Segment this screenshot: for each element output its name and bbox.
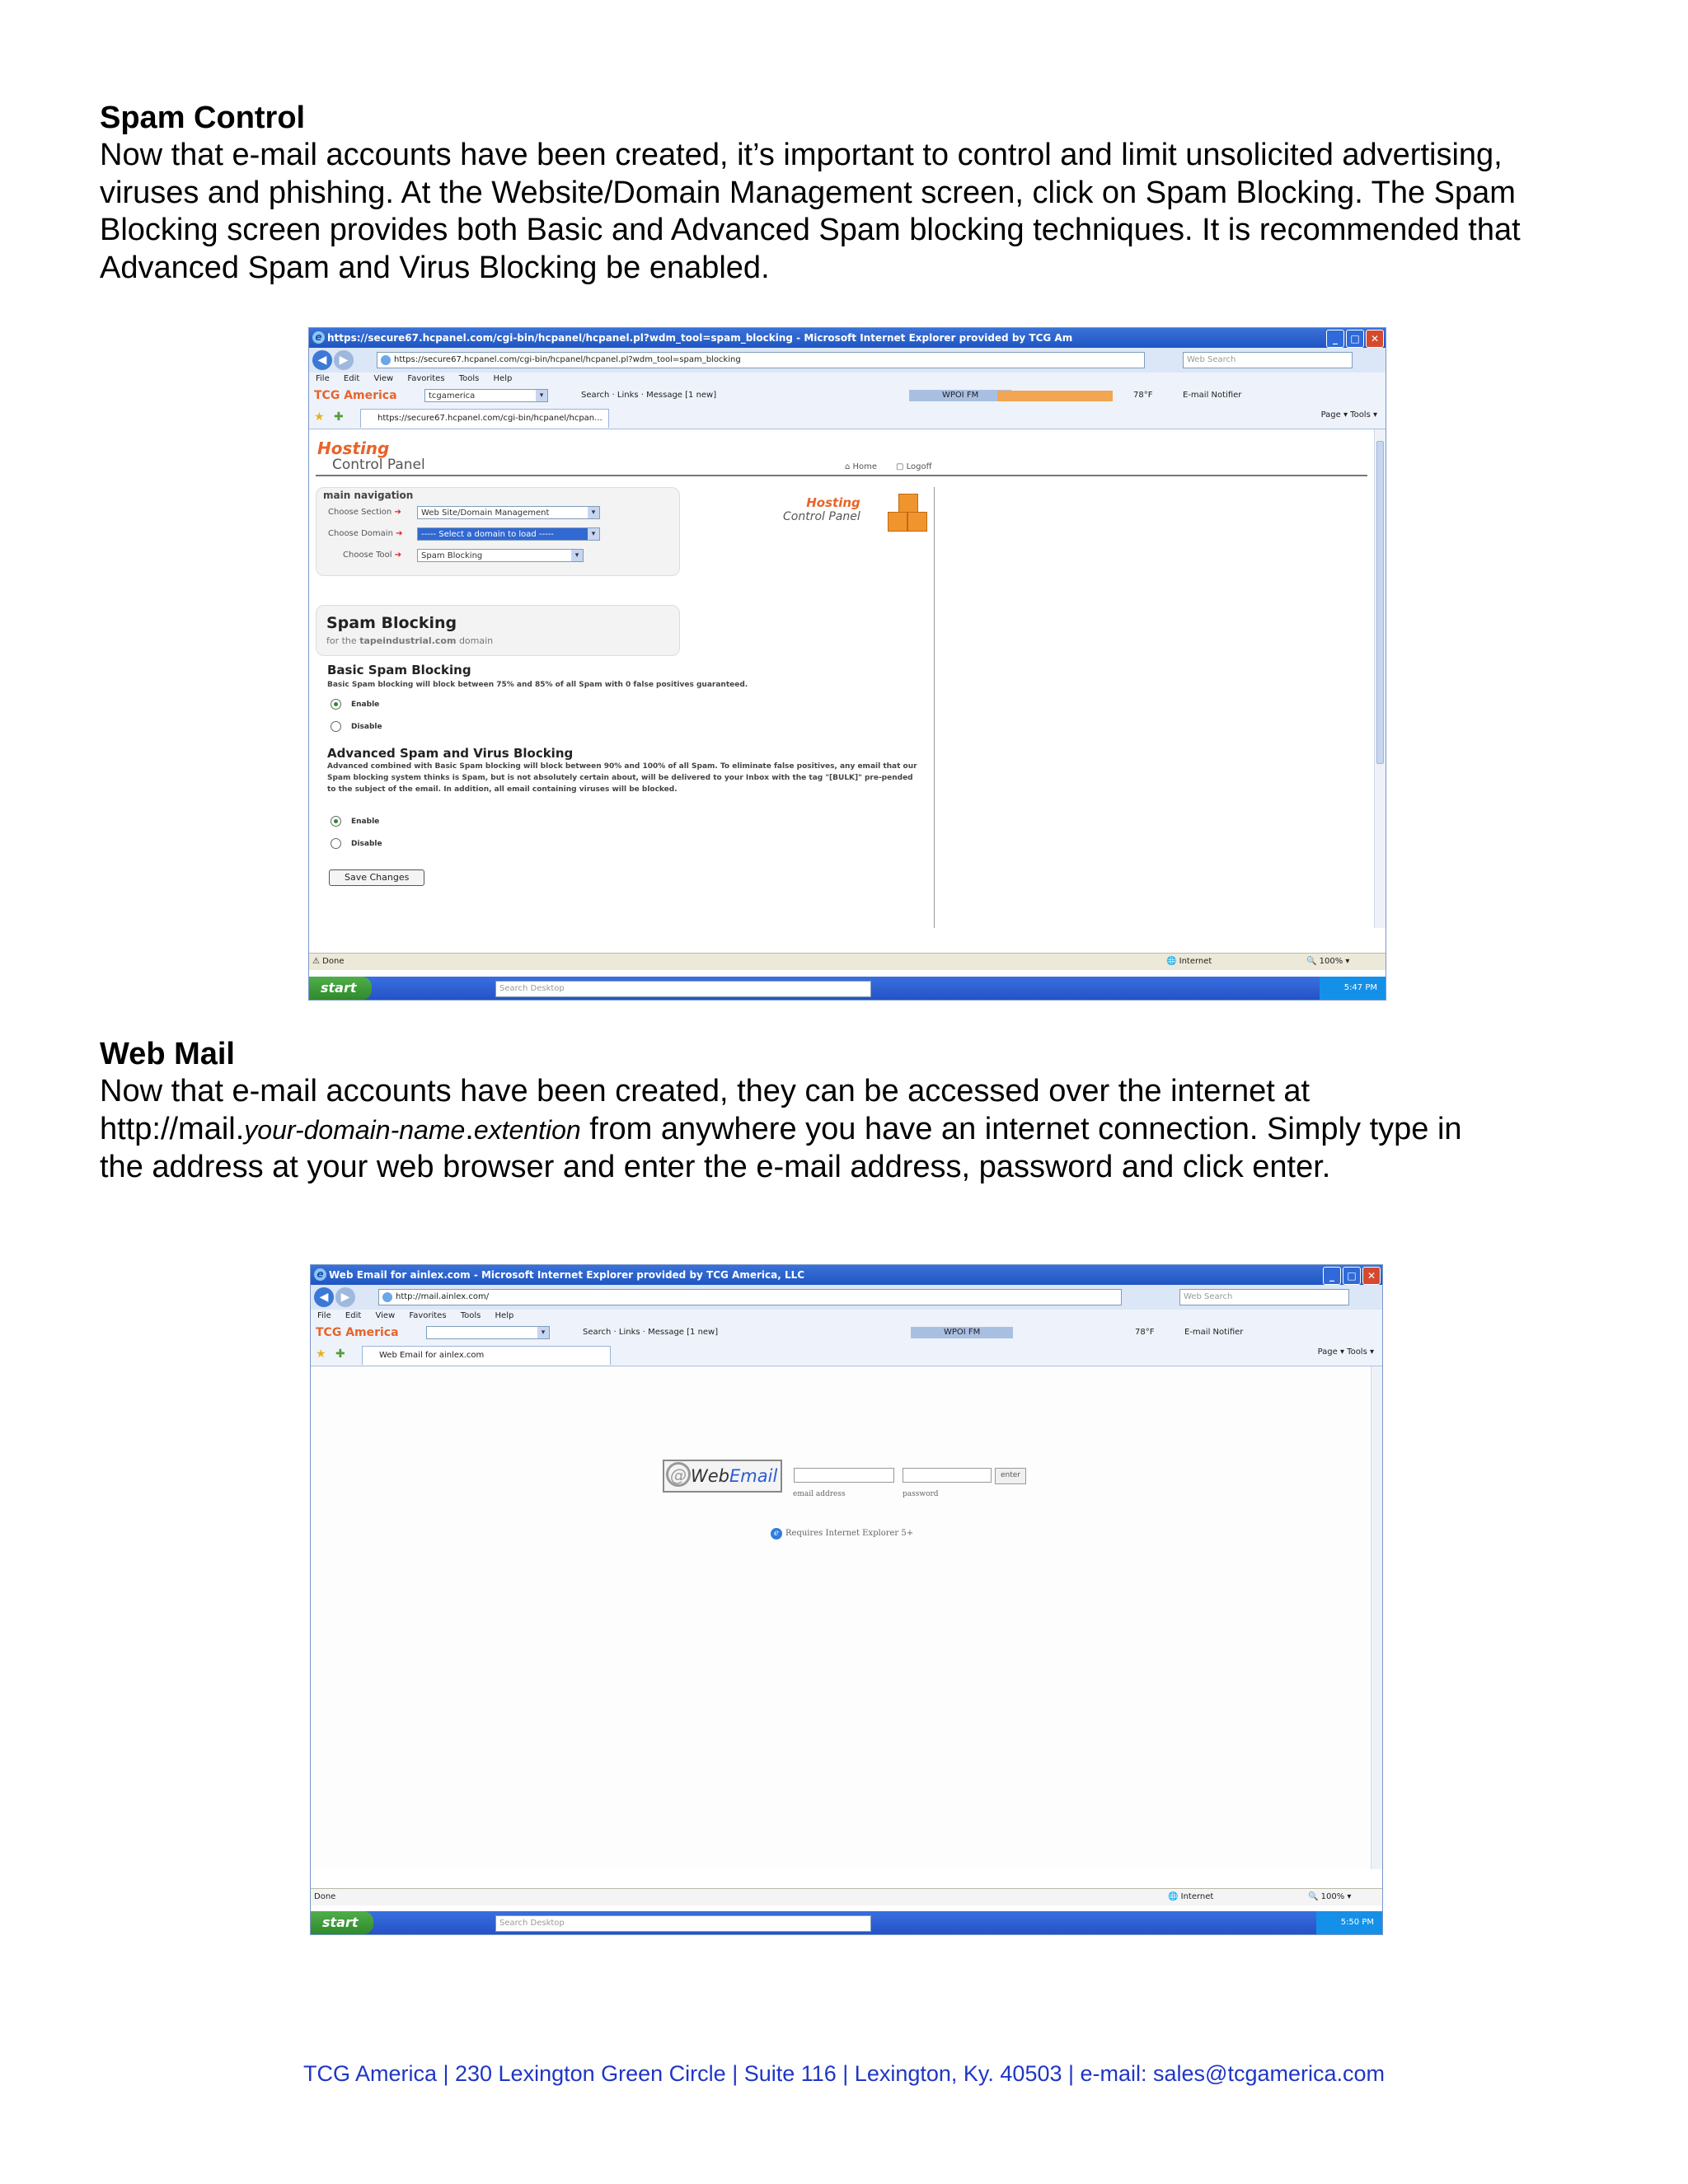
radio-unchecked-icon <box>331 838 341 849</box>
menu-bar[interactable]: File Edit View Favorites Tools Help <box>311 1310 1382 1323</box>
basic-enable-radio[interactable] <box>331 699 379 710</box>
spam-blocking-subtitle <box>326 635 493 646</box>
hosting-control-panel-logo <box>317 439 425 472</box>
logoff-link[interactable]: ▢ Logoff <box>896 462 932 471</box>
choose-domain-text: Choose Domain <box>328 529 393 538</box>
browser-tab[interactable]: https://secure67.hcpanel.com/cgi-bin/hcpanel/hcpan... <box>360 409 609 428</box>
status-zone-text: Internet <box>1179 957 1212 966</box>
web-mail-line3: the address at your web browser and enter the e-mail address, password and click enter. <box>100 1150 1331 1184</box>
status-done: ⚠ Done <box>312 957 345 966</box>
logo-email-text: Email <box>729 1466 778 1486</box>
arrow-right-icon: ➔ <box>396 529 403 538</box>
address-text: http://mail.ainlex.com/ <box>396 1292 490 1301</box>
choose-tool-text: Choose Tool <box>343 551 392 560</box>
tab-row <box>311 1343 1382 1366</box>
window-title: https://secure67.hcpanel.com/cgi-bin/hcpanel/hcpanel.pl?wdm_tool=spam_blocking - Microsoft Internet Explorer provided by TCG Am <box>327 332 1073 344</box>
tcg-toolbar <box>309 386 1386 406</box>
back-icon[interactable]: ◀ <box>314 1287 334 1307</box>
status-done-text: Done <box>322 957 345 966</box>
choose-tool-label <box>343 551 401 560</box>
address-bar[interactable] <box>377 352 1145 368</box>
subtitle-domain: tapeindustrial.com <box>359 635 457 646</box>
spam-control-paragraph <box>100 137 1600 287</box>
web-mail-line2-rest: from anywhere you have an internet connection. Simply type in <box>580 1111 1462 1146</box>
vertical-scrollbar[interactable] <box>1374 429 1386 928</box>
basic-disable-radio[interactable] <box>331 721 382 732</box>
zoom-text: 100% <box>1319 957 1343 966</box>
advanced-spam-title: Advanced Spam and Virus Blocking <box>327 746 574 761</box>
spam-blocking-header <box>316 605 680 656</box>
webemail-logo <box>663 1460 782 1493</box>
zoom-level[interactable]: 🔍 100% ▾ <box>1306 957 1350 966</box>
minimize-icon[interactable]: _ <box>1323 1267 1341 1285</box>
url-domain: your-domain-name <box>244 1114 466 1145</box>
password-label: password <box>903 1490 939 1498</box>
address-row <box>311 1285 1382 1310</box>
page-tools-menu[interactable]: Page ▾ Tools ▾ <box>1320 410 1377 419</box>
minimize-icon[interactable]: _ <box>1326 330 1344 348</box>
choose-section-value: Web Site/Domain Management <box>421 509 550 518</box>
basic-spam-title: Basic Spam Blocking <box>327 663 471 677</box>
home-link[interactable]: ⌂ Home <box>845 462 878 471</box>
forward-icon[interactable]: ▶ <box>335 1287 355 1307</box>
web-mail-heading: Web Mail <box>100 1037 235 1071</box>
status-zone-text: Internet <box>1180 1892 1214 1901</box>
basic-disable-label: Disable <box>351 723 382 731</box>
url-extension: extention <box>473 1114 581 1145</box>
arrow-right-icon: ➔ <box>394 551 402 560</box>
toolbar-brand: TCG America <box>314 389 397 402</box>
status-bar <box>311 1888 1382 1905</box>
choose-section-text: Choose Section <box>328 508 392 517</box>
logo-web-text: Web <box>691 1466 730 1486</box>
tcg-toolbar <box>311 1323 1382 1343</box>
spam-blocking-browser-window <box>308 327 1386 1001</box>
zoom-text: 100% <box>1320 1892 1345 1901</box>
main-navigation-title: main navigation <box>323 490 414 501</box>
toolbar-links[interactable]: Search · Links · Message [1 new] <box>581 391 717 400</box>
choose-section-select[interactable] <box>417 506 600 519</box>
basic-spam-description: Basic Spam blocking will block between 75% and 85% of all Spam with 0 false positives guaranteed. <box>327 681 748 689</box>
spam-control-heading: Spam Control <box>100 101 306 135</box>
menu-bar[interactable]: File Edit View Favorites Tools Help <box>309 373 1386 386</box>
back-icon[interactable]: ◀ <box>312 350 332 370</box>
add-favorite-icon[interactable]: ✚ <box>334 410 344 424</box>
ie-logo-icon: e <box>771 1528 782 1540</box>
password-input[interactable] <box>903 1468 992 1483</box>
chevron-down-icon: ▾ <box>588 528 599 540</box>
spam-control-body: Now that e-mail accounts have been created, it’s important to control and limit unsolicited advertising, viruses and phishing. At the Website/Domain Management screen, click on Spam Blocking. The Spam Blocking screen provides both Basic and Advanced Spam blocking techniques. It is recommended that Advanced Spam and Virus Blocking be enabled. <box>100 138 1521 285</box>
weather-readout: 78°F <box>1133 391 1153 400</box>
favorites-star-icon[interactable]: ★ <box>314 410 325 424</box>
toolbar-brand: TCG America <box>316 1326 399 1339</box>
spam-blocking-title: Spam Blocking <box>326 614 457 632</box>
address-bar[interactable] <box>378 1289 1122 1305</box>
radio-checked-icon <box>331 816 341 827</box>
window-titlebar <box>309 328 1386 348</box>
status-done: Done <box>314 1892 336 1901</box>
email-notifier[interactable]: E-mail Notifier <box>1183 391 1242 400</box>
advanced-spam-description: Advanced combined with Basic Spam blocking will block between 90% and 100% of all Spam. To eliminate false positives, any email that our Spam blocking system thinks is Spam, but is not absolutely certain about, will be delivered to your Inbox with the tag "[BULK]" pre-pended to the subject of the email. In addition, all email containing viruses will be blocked. <box>327 762 917 794</box>
radio-widget[interactable]: WPOI FM <box>911 1327 1013 1338</box>
enter-button[interactable]: enter <box>995 1468 1026 1484</box>
chevron-down-icon: ▾ <box>536 390 547 401</box>
arrow-right-icon: ➔ <box>394 508 401 517</box>
page-icon <box>381 355 391 365</box>
logoff-link-label: Logoff <box>906 462 932 471</box>
mini-logo-bottom: Control Panel <box>783 510 860 523</box>
close-icon[interactable]: ✕ <box>1366 330 1384 348</box>
email-address-label: email address <box>793 1490 846 1498</box>
email-notifier[interactable]: E-mail Notifier <box>1184 1328 1244 1337</box>
tab-row <box>309 405 1386 429</box>
advanced-enable-label: Enable <box>351 818 380 826</box>
web-search-input[interactable]: Web Search <box>1179 1289 1349 1305</box>
add-favorite-icon[interactable]: ✚ <box>335 1347 345 1361</box>
header-divider <box>316 475 1367 476</box>
at-sign-icon: @ <box>666 1462 691 1487</box>
radio-unchecked-icon <box>331 721 341 732</box>
browser-tab[interactable]: Web Email for ainlex.com <box>362 1346 611 1365</box>
toolbar-search-field[interactable] <box>426 1326 550 1339</box>
choose-section-label <box>328 508 401 517</box>
scrollbar-thumb[interactable] <box>1376 441 1384 764</box>
save-changes-button[interactable]: Save Changes <box>329 869 424 886</box>
windows-taskbar <box>309 977 1386 1000</box>
advanced-disable-radio[interactable] <box>331 838 382 849</box>
favorites-star-icon[interactable]: ★ <box>316 1347 326 1361</box>
content-divider <box>934 487 935 928</box>
window-titlebar <box>311 1265 1382 1285</box>
weather-readout: 78°F <box>1135 1328 1155 1337</box>
ie-logo-icon: e <box>314 1268 326 1281</box>
requires-ie-text: Requires Internet Explorer 5+ <box>785 1529 914 1538</box>
status-bar <box>309 953 1386 970</box>
windows-taskbar <box>311 1911 1382 1934</box>
zoom-level[interactable]: 🔍 100% ▾ <box>1308 1892 1352 1901</box>
mini-logo-top: Hosting <box>806 495 860 510</box>
page-footer: TCG America | 230 Lexington Green Circle | Suite 116 | Lexington, Ky. 40503 | e-mail: sales@tcgamerica.com <box>302 2061 1386 2086</box>
maximize-icon[interactable]: □ <box>1343 1267 1361 1285</box>
radio-widget[interactable]: WPOI FM <box>909 390 1011 401</box>
web-mail-paragraph <box>100 1073 1600 1187</box>
requires-ie-note <box>771 1528 913 1540</box>
webmail-content <box>311 1366 1371 1869</box>
tray-clock: 5:47 PM <box>1343 983 1377 992</box>
home-link-label: Home <box>852 462 878 471</box>
toolbar-field-value: tcgamerica <box>429 391 476 401</box>
ie-logo-icon: e <box>312 331 325 344</box>
logo-top-text: Hosting <box>317 438 390 458</box>
start-button[interactable]: start <box>309 977 372 1000</box>
url-dot: . <box>465 1111 474 1146</box>
toolbar-search-field[interactable] <box>424 389 548 402</box>
advanced-enable-radio[interactable] <box>331 816 379 827</box>
basic-enable-label: Enable <box>351 701 380 709</box>
web-mail-line2 <box>100 1111 1600 1150</box>
choose-tool-value: Spam Blocking <box>421 551 483 560</box>
vertical-scrollbar[interactable] <box>1371 1366 1382 1869</box>
subtitle-suffix: domain <box>458 635 494 646</box>
close-icon[interactable]: ✕ <box>1362 1267 1381 1285</box>
search-desktop-input[interactable]: Search Desktop <box>495 1915 871 1932</box>
choose-domain-select[interactable] <box>417 527 600 541</box>
cubes-logo-icon <box>886 494 929 537</box>
webmail-browser-window <box>310 1264 1383 1935</box>
choose-tool-select[interactable] <box>417 549 584 562</box>
forward-icon[interactable]: ▶ <box>334 350 354 370</box>
address-row <box>309 348 1386 373</box>
ad-banner <box>997 391 1113 401</box>
maximize-icon[interactable]: □ <box>1346 330 1364 348</box>
logo-bottom-text: Control Panel <box>332 457 425 473</box>
hosting-control-panel-mini-logo <box>783 495 860 523</box>
system-tray <box>1320 977 1386 1000</box>
choose-domain-label <box>328 529 402 538</box>
chevron-down-icon: ▾ <box>571 550 583 561</box>
url-prefix: http://mail. <box>100 1111 245 1146</box>
radio-checked-icon <box>331 699 341 710</box>
window-title: Web Email for ainlex.com - Microsoft Internet Explorer provided by TCG America, LLC <box>329 1269 805 1281</box>
search-desktop-input[interactable]: Search Desktop <box>495 981 871 997</box>
page-icon <box>382 1292 392 1302</box>
email-address-input[interactable] <box>794 1468 894 1483</box>
chevron-down-icon: ▾ <box>537 1327 549 1338</box>
status-zone: 🌐 Internet <box>1166 957 1212 966</box>
main-navigation-panel <box>316 487 680 576</box>
page-tools-menu[interactable]: Page ▾ Tools ▾ <box>1317 1347 1374 1357</box>
hosting-panel-content <box>309 429 1374 928</box>
chevron-down-icon: ▾ <box>588 507 599 518</box>
window-controls <box>1323 1267 1381 1285</box>
status-zone: 🌐 Internet <box>1168 1892 1214 1901</box>
web-search-input[interactable]: Web Search <box>1183 352 1353 368</box>
web-mail-line1: Now that e-mail accounts have been created, they can be accessed over the internet at <box>100 1074 1311 1108</box>
system-tray <box>1316 1911 1382 1934</box>
tray-clock: 5:50 PM <box>1340 1918 1374 1927</box>
address-text: https://secure67.hcpanel.com/cgi-bin/hcpanel/hcpanel.pl?wdm_tool=spam_blocking <box>394 355 741 364</box>
subtitle-prefix: for the <box>326 635 357 646</box>
window-controls <box>1326 330 1384 348</box>
advanced-disable-label: Disable <box>351 840 382 848</box>
start-button[interactable]: start <box>311 1911 373 1934</box>
choose-domain-value: ----- Select a domain to load ----- <box>421 530 554 539</box>
toolbar-links[interactable]: Search · Links · Message [1 new] <box>583 1328 719 1337</box>
